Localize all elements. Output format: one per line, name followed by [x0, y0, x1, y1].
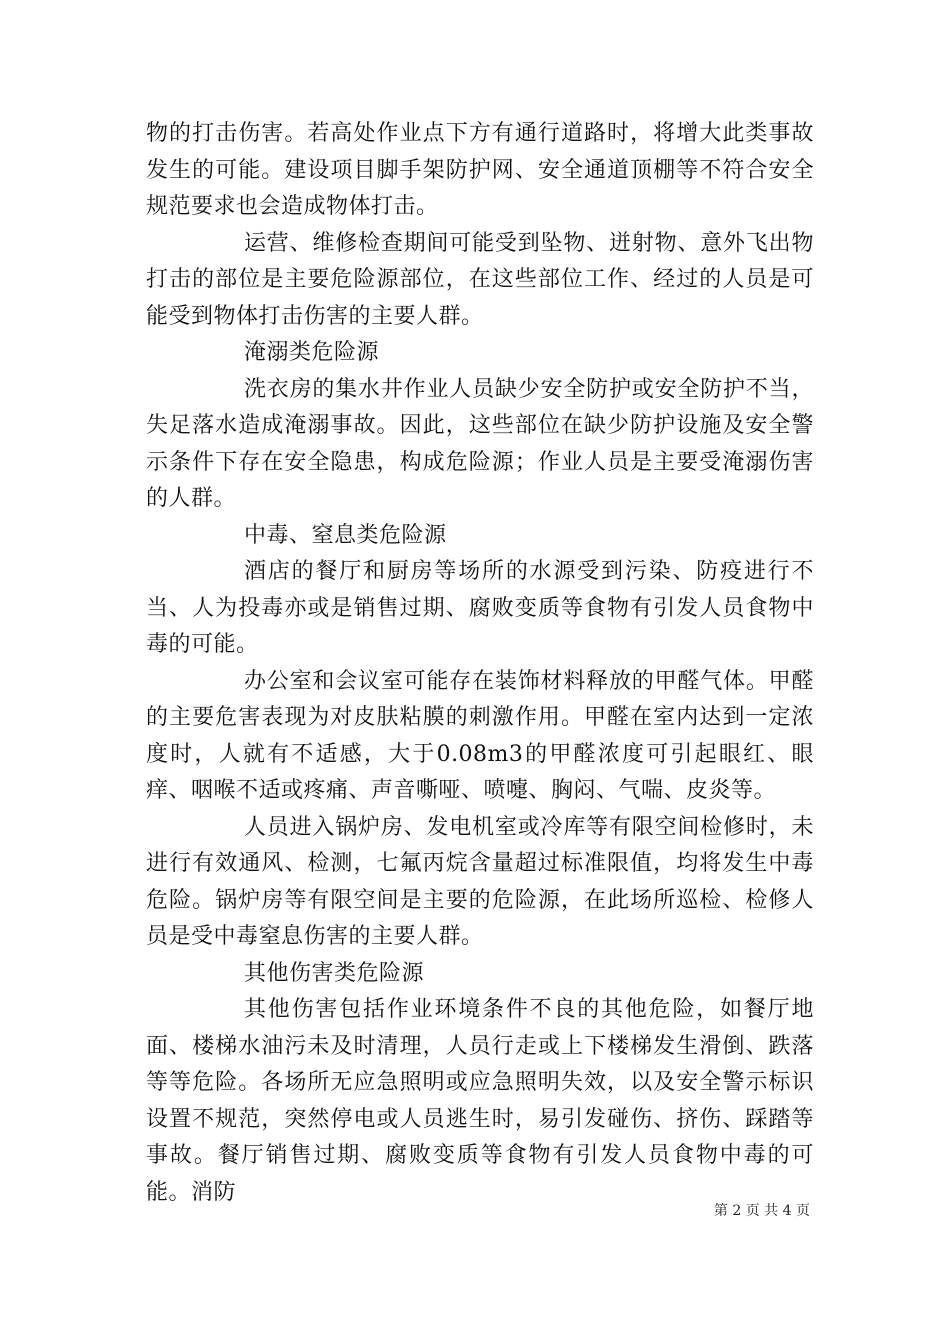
document-body — [146, 116, 814, 1211]
paragraph-confined-space: 人员进入锅炉房、发电机室或冷库等有限空间检修时，未进行有效通风、检测，七氟丙烷含量超过标准限值，均将发生中毒危险。锅炉房等有限空间是主要的危险源，在此场所巡检、检修人员是受中毒窒息伤害的主要人群。 — [146, 814, 814, 949]
section-heading-poisoning-suffocation: 中毒、窒息类危险源 — [244, 522, 447, 548]
paragraph-other-injuries: 其他伤害包括作业环境条件不良的其他危险，如餐厅地面、楼梯水油污未及时清理，人员行走或上下楼梯发生滑倒、跌落等等危险。各场所无应急照明或应急照明失效，以及安全警示标识设置不规范，突然停电或人员逃生时，易引发碰伤、挤伤、踩踏等事故。餐厅销售过期、腐败变质等食物有引发人员食物中毒的可能。消防 — [146, 997, 814, 1205]
paragraph-formaldehyde: 办公室和会议室可能存在装饰材料释放的甲醛气体。甲醛的主要危害表现为对皮肤粘膜的刺激作用。甲醛在室内达到一定浓度时，人就有不适感，大于0.08m3的甲醛浓度可引起眼红、眼痒、咽喉不适或疼痛、声音嘶哑、喷嚏、胸闷、气喘、皮炎等。 — [146, 668, 814, 803]
page-number-footer: 第 2 页 共 4 页 — [713, 1203, 810, 1219]
paragraph-drowning: 洗衣房的集水井作业人员缺少安全防护或安全防护不当，失足落水造成淹溺事故。因此，这些部位在缺少防护设施及安全警示条件下存在安全隐患，构成危险源；作业人员是主要受淹溺伤害的人群。 — [146, 376, 814, 511]
section-heading-other-injuries: 其他伤害类危险源 — [244, 960, 425, 986]
paragraph-object-strike-continued: 物的打击伤害。若高处作业点下方有通行道路时，将增大此类事故发生的可能。建设项目脚手架防护网、安全通道顶棚等不符合安全规范要求也会造成物体打击。 — [146, 121, 814, 219]
section-heading-drowning: 淹溺类危险源 — [244, 340, 380, 365]
paragraph-food-poisoning: 酒店的餐厅和厨房等场所的水源受到污染、防疫进行不当、人为投毒亦或是销售过期、腐败变质等食物有引发人员食物中毒的可能。 — [146, 559, 814, 657]
paragraph-operation-maintenance: 运营、维修检查期间可能受到坠物、迸射物、意外飞出物打击的部位是主要危险源部位，在这些部位工作、经过的人员是可能受到物体打击伤害的主要人群。 — [146, 230, 814, 329]
